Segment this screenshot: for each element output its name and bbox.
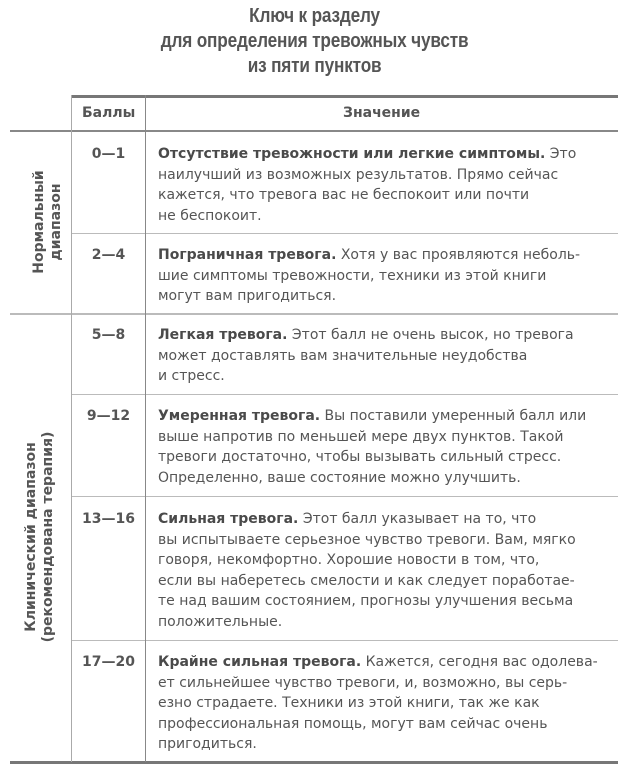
header-score: Баллы bbox=[82, 105, 136, 121]
table-top-border bbox=[72, 95, 618, 98]
meaning-text: Крайне сильная тревога. Кажется, сегодня вас одолева- ет сильнейшее чувство тревоги, и, возможно, вы серь- езно страдаете. Техники из этой книги, так же как профессиональная помощь, могут вам сейчас очень пригодиться. bbox=[158, 654, 598, 752]
meaning-title: Крайне сильная тревога. bbox=[158, 654, 362, 670]
meaning-title: Умеренная тревога. bbox=[158, 408, 321, 424]
score-value: 0—1 bbox=[91, 146, 126, 162]
table-bottom-border bbox=[10, 761, 618, 764]
header-meaning: Значение bbox=[343, 105, 421, 121]
score-value: 2—4 bbox=[91, 247, 126, 263]
header-bottom-border bbox=[10, 130, 618, 132]
score-value: 9—12 bbox=[86, 408, 131, 424]
row-divider bbox=[72, 233, 618, 234]
meaning-text: Легкая тревога. Этот балл не очень высок, но тревога может доставлять вам значительные неудобства и стресс. bbox=[158, 327, 574, 384]
page-title bbox=[44, 4, 585, 79]
meaning-text: Пограничная тревога. Хотя у вас проявляются неболь- шие симптомы тревожности, техники из этой книги могут вам пригодиться. bbox=[158, 247, 581, 304]
group-label-normal: Нормальный диапазон bbox=[31, 170, 64, 274]
group-divider bbox=[10, 313, 618, 315]
group-label-clinical: Клинический диапазон (рекомендована терапия) bbox=[23, 431, 56, 643]
meaning-text: Отсутствие тревожности или легкие симптомы. Это наилучший из возможных результатов. Прямо сейчас кажется, что тревога вас не беспокоит или почти не беспокоит. bbox=[158, 146, 577, 224]
title-line: для определения тревожных чувств bbox=[160, 30, 469, 52]
meaning-title: Отсутствие тревожности или легкие симптомы. bbox=[158, 146, 546, 162]
score-value: 13—16 bbox=[82, 511, 135, 527]
meaning-text: Сильная тревога. Этот балл указывает на то, что вы испытываете серьезное чувство тревоги. Вам, мягко говоря, некомфортно. Хорошие новости в том, что, если вы наберетесь смелости и как следует поработае- те над вашим состоянием, прогнозы улучшения весьма положительные. bbox=[158, 511, 576, 630]
meaning-title: Пограничная тревога. bbox=[158, 247, 337, 263]
meaning-title: Сильная тревога. bbox=[158, 511, 299, 527]
score-column-border bbox=[145, 95, 146, 762]
row-divider bbox=[72, 394, 618, 395]
row-divider bbox=[72, 640, 618, 641]
meaning-text: Умеренная тревога. Вы поставили умеренный балл или выше напротив по меньшей мере двух пунктов. Такой тревоги достаточно, чтобы вызывать сильный стресс. Определенно, ваше состояние можно улучшить. bbox=[158, 408, 587, 486]
title-line: из пяти пунктов bbox=[247, 55, 382, 77]
score-value: 5—8 bbox=[91, 327, 126, 343]
meaning-title: Легкая тревога. bbox=[158, 327, 288, 343]
title-line: Ключ к разделу bbox=[249, 5, 380, 27]
score-value: 17—20 bbox=[82, 654, 135, 670]
row-divider bbox=[72, 496, 618, 497]
